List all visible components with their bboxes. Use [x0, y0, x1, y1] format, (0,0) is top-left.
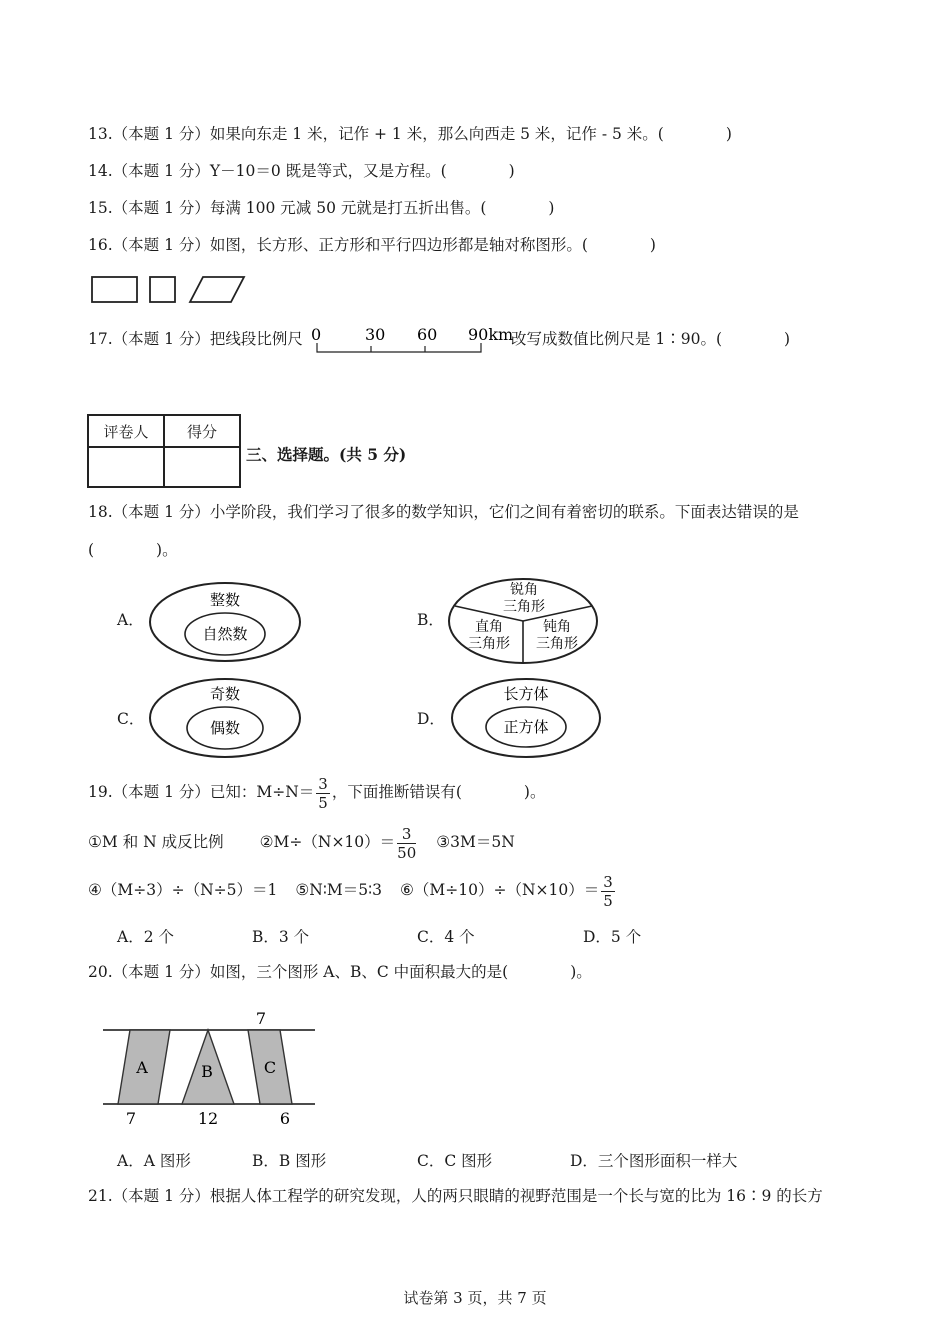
statement-6: ⑥（M÷10）÷（N×10）＝: [400, 881, 600, 899]
score-cell[interactable]: [164, 447, 240, 487]
q19-statements-row-1: [88, 822, 515, 862]
square-shape: [150, 277, 175, 302]
q19-option-c[interactable]: C．4 个: [417, 928, 475, 946]
fraction: $\frac{3}{5}$: [603, 872, 613, 910]
question-21-stem: 21.（本题 1 分）根据人体工程学的研究发现，人的两只眼睛的视野范围是一个长与宽的比为 16∶9 的长方: [88, 1187, 823, 1205]
inner-label: 自然数: [202, 625, 248, 643]
scale-tick-label: 0: [311, 325, 322, 344]
question-13: 13.（本题 1 分）如果向东走 1 米，记作 + 1 米，那么向西走 5 米，记作 - 5 米。( ): [88, 125, 732, 143]
fraction: $\frac{3}{50}$: [397, 824, 417, 862]
option-d-diagram: [449, 676, 603, 760]
right-label-2: 三角形: [536, 636, 578, 652]
right-label-1: 钝角: [543, 619, 571, 635]
question-18-blank: ( )。: [88, 541, 178, 559]
q19-option-a[interactable]: A．2 个: [117, 928, 174, 946]
q20-option-d[interactable]: D．三个图形面积一样大: [570, 1152, 738, 1170]
inner-label: 偶数: [209, 719, 241, 737]
q19-option-d[interactable]: D．5 个: [583, 928, 642, 946]
q20-option-c[interactable]: C．C 图形: [417, 1152, 493, 1170]
left-label-2: 三角形: [468, 636, 510, 652]
q19-statements-row-2: [88, 870, 617, 910]
question-17-suffix: 改写成数值比例尺是 1∶90。( ): [511, 330, 791, 348]
scale-tick-label: 90km: [468, 325, 513, 344]
option-c-label: C．: [117, 710, 145, 728]
question-17-prefix: 17.（本题 1 分）把线段比例尺: [88, 330, 303, 348]
scale-line: [317, 343, 481, 352]
question-20-stem: 20.（本题 1 分）如图，三个图形 A、B、C 中面积最大的是( )。: [88, 963, 592, 981]
line-scale-figure: [308, 322, 513, 358]
question-16: 16.（本题 1 分）如图，长方形、正方形和平行四边形都是轴对称图形。( ): [88, 236, 656, 254]
q16-shapes-figure: [88, 274, 248, 306]
scale-tick-label: 60: [417, 325, 438, 344]
statement-3: ③3M＝5N: [436, 833, 515, 851]
reviewer-cell[interactable]: [88, 447, 164, 487]
statement-2: ②M÷（N×10）＝: [259, 833, 396, 851]
inner-label: 正方体: [503, 718, 549, 736]
question-15: 15.（本题 1 分）每满 100 元减 50 元就是打五折出售。( ): [88, 199, 555, 217]
score-table: [87, 414, 241, 488]
q20-option-b[interactable]: B．B 图形: [252, 1152, 327, 1170]
q19-stem-pre: 19.（本题 1 分）已知：M÷N＝: [88, 783, 315, 801]
q20-figure: [100, 1008, 320, 1130]
outer-label: 奇数: [209, 685, 241, 703]
q19-stem-post: ，下面推断错误有( )。: [331, 783, 546, 801]
question-19-stem: [88, 772, 545, 812]
q19-option-b[interactable]: B．3 个: [252, 928, 310, 946]
shape-c-label: C: [263, 1058, 277, 1077]
question-18-stem: 18.（本题 1 分）小学阶段，我们学习了很多的数学知识，它们之间有着密切的联系。下面表达错误的是: [88, 503, 799, 521]
parallelogram-shape: [190, 277, 244, 302]
option-b-label: B．: [417, 611, 444, 629]
option-d-label: D．: [417, 710, 445, 728]
option-a-label: A．: [117, 611, 144, 629]
question-14: 14.（本题 1 分）Y－10＝0 既是等式，又是方程。( ): [88, 162, 515, 180]
score-header: 得分: [164, 415, 240, 447]
page-footer: 试卷第 3 页，共 7 页: [403, 1289, 547, 1307]
section-3-title: 三、选择题。(共 5 分): [246, 445, 407, 464]
top-label-1: 锐角: [510, 582, 538, 598]
outer-label: 长方体: [503, 685, 549, 703]
option-b-diagram: [446, 576, 600, 666]
reviewer-header: 评卷人: [88, 415, 164, 447]
top-label-2: 三角形: [503, 599, 545, 615]
bottom-c-label: 6: [279, 1109, 291, 1128]
top-length-label: 7: [255, 1009, 267, 1028]
outer-label: 整数: [209, 591, 241, 609]
bottom-a-label: 7: [125, 1109, 137, 1128]
q20-option-a[interactable]: A．A 图形: [117, 1152, 191, 1170]
scale-tick-label: 30: [365, 325, 386, 344]
statement-5: ⑤N∶M＝5∶3: [295, 881, 383, 899]
statement-4: ④（M÷3）÷（N÷5）＝1: [88, 881, 278, 899]
statement-1: ①M 和 N 成反比例: [88, 833, 224, 851]
fraction: $\frac{3}{5}$: [318, 774, 328, 812]
option-a-diagram: [147, 580, 303, 664]
option-c-diagram: [147, 676, 303, 760]
left-label-1: 直角: [475, 619, 503, 635]
shape-a-label: A: [136, 1058, 148, 1077]
bottom-b-label: 12: [197, 1109, 219, 1128]
shape-b-label: B: [201, 1062, 213, 1081]
rectangle-shape: [92, 277, 137, 302]
